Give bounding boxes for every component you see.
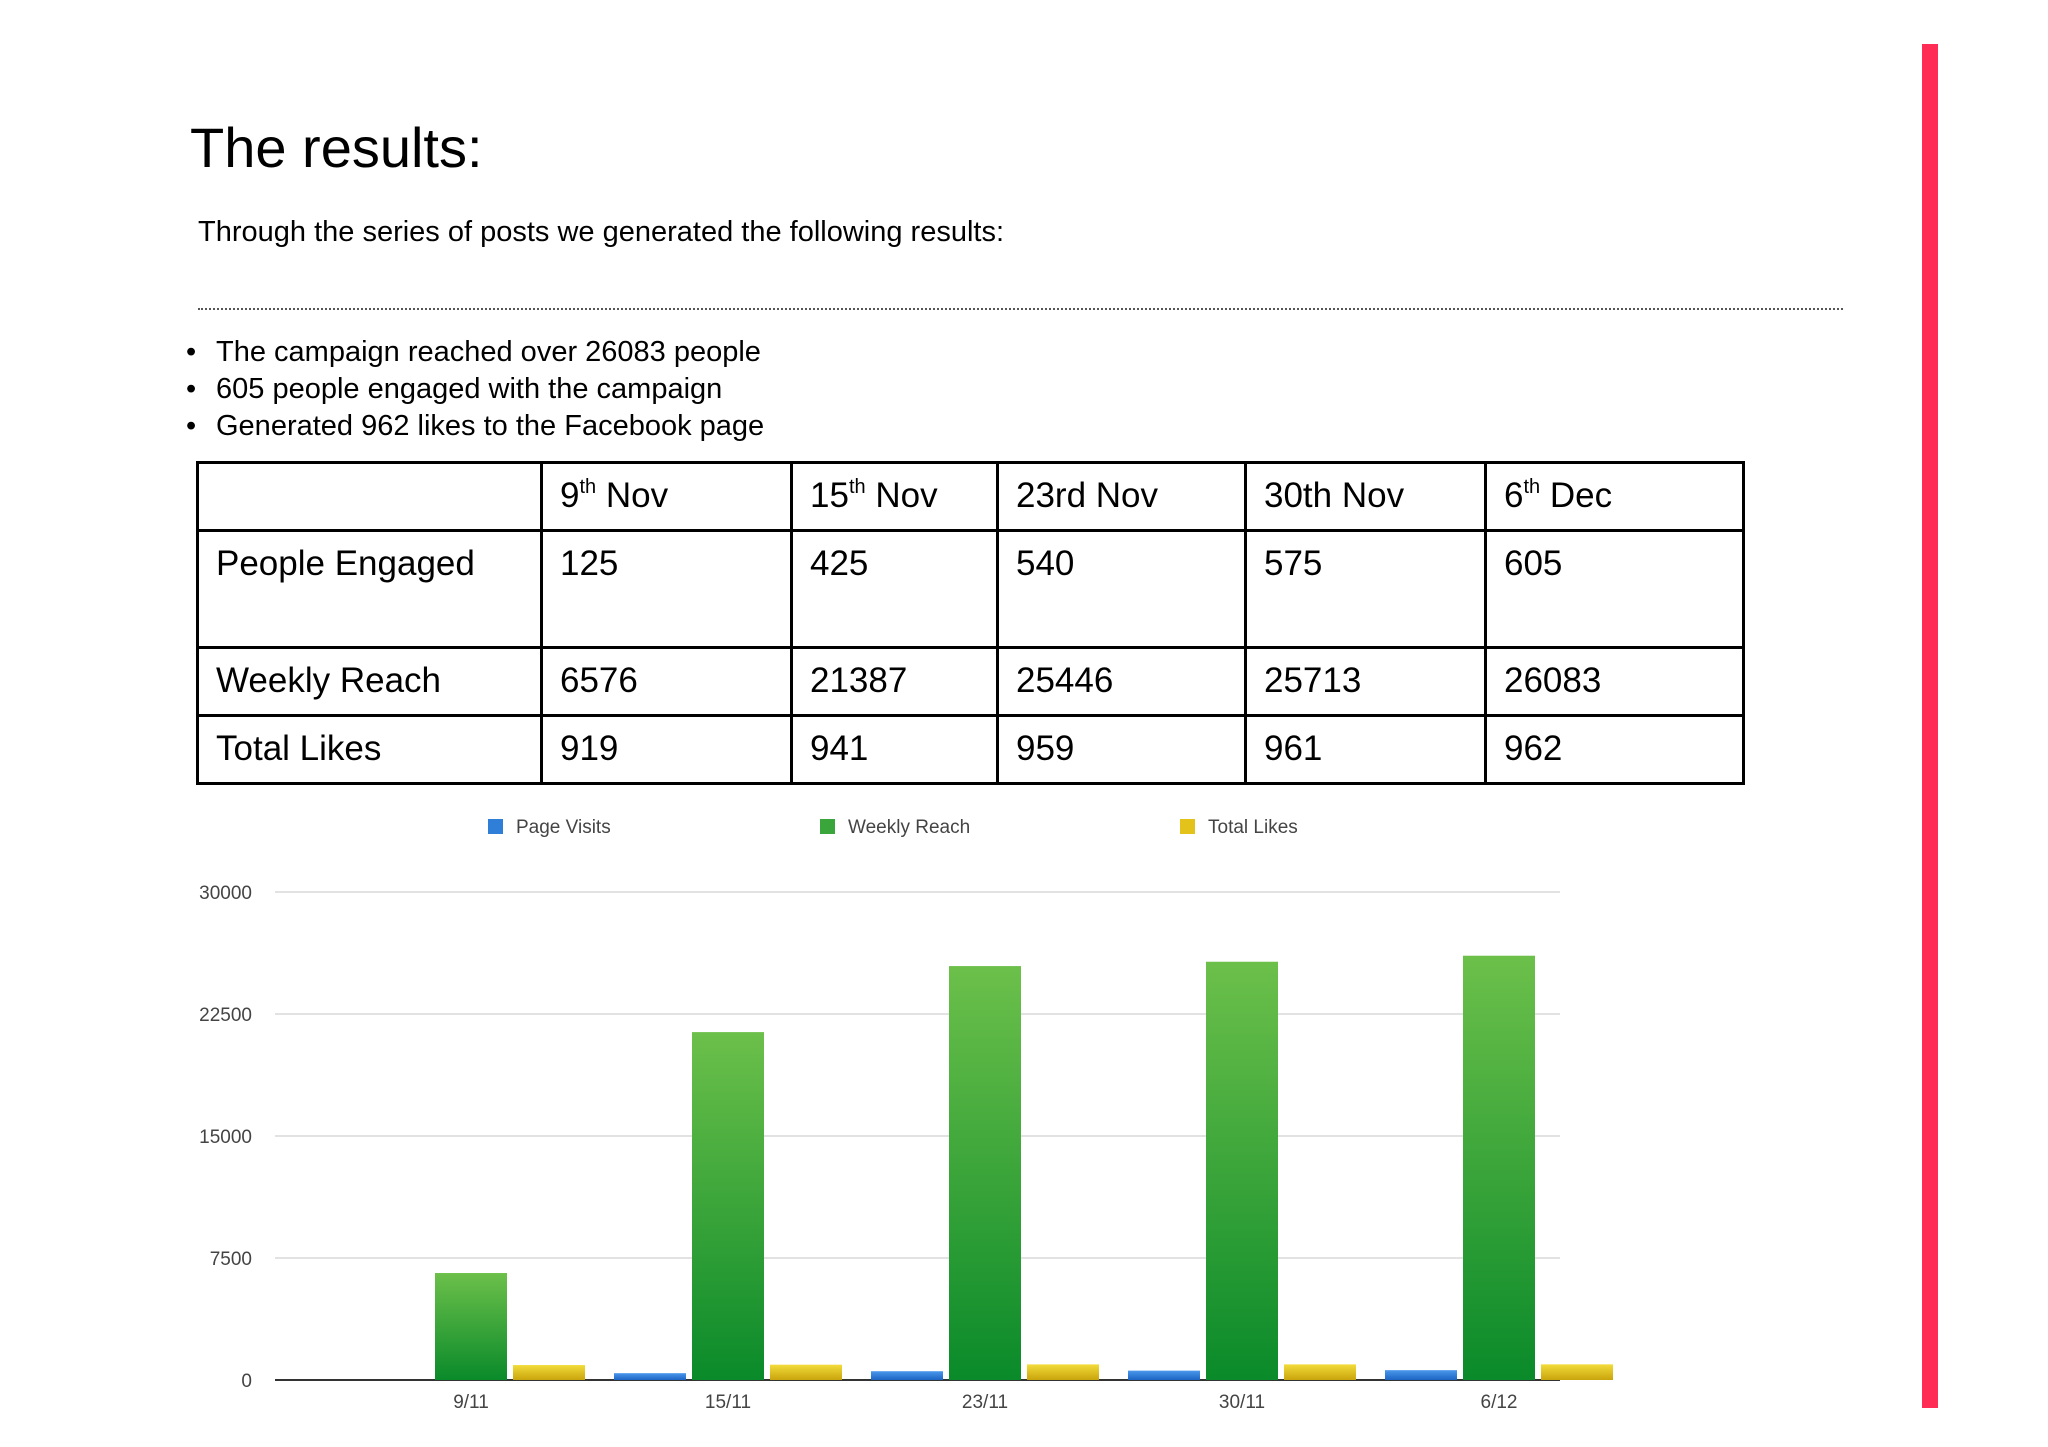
table-header-cell: 23rd Nov — [998, 463, 1246, 531]
table-row — [198, 716, 1744, 784]
legend-swatch — [820, 819, 835, 834]
table-cell: 26083 — [1486, 648, 1744, 716]
table-cell: 962 — [1486, 716, 1744, 784]
x-tick-label: 9/11 — [453, 1392, 489, 1413]
table-header-cell: 9th Nov — [542, 463, 792, 531]
table-cell: 605 — [1486, 531, 1744, 648]
table-cell: 919 — [542, 716, 792, 784]
table-header-cell: 30th Nov — [1246, 463, 1486, 531]
page-title: The results: — [190, 116, 483, 179]
table-row-label: Total Likes — [198, 716, 542, 784]
table-row — [198, 648, 1744, 716]
table-cell: 959 — [998, 716, 1246, 784]
table-cell: 941 — [792, 716, 998, 784]
weekly-reach-bar — [1206, 962, 1278, 1380]
table-cell: 540 — [998, 531, 1246, 648]
table-header-cell — [198, 463, 542, 531]
table-header-cell: 15th Nov — [792, 463, 998, 531]
table-cell: 25713 — [1246, 648, 1486, 716]
chart-x-axis — [453, 1392, 1517, 1413]
bullet-text: The campaign reached over 26083 people — [216, 336, 761, 368]
legend-label: Page Visits — [516, 817, 611, 838]
chart-y-axis — [199, 883, 252, 1392]
table-row-label: Weekly Reach — [198, 648, 542, 716]
y-tick-label: 22500 — [199, 1005, 252, 1026]
x-tick-label: 15/11 — [704, 1392, 752, 1413]
total-likes-bar — [1027, 1364, 1099, 1380]
x-tick-label: 23/11 — [961, 1392, 1009, 1413]
page-visits-bar — [614, 1373, 686, 1380]
weekly-reach-bar — [692, 1032, 764, 1380]
legend-swatch — [1180, 819, 1195, 834]
total-likes-bar — [1284, 1364, 1356, 1380]
results-table — [196, 461, 1745, 785]
table-row — [198, 531, 1744, 648]
page-visits-bar — [871, 1371, 943, 1380]
chart-bars — [435, 956, 1613, 1380]
table-cell: 425 — [792, 531, 998, 648]
results-bullet-list — [186, 334, 764, 445]
bullet-text: Generated 962 likes to the Facebook page — [216, 410, 765, 442]
total-likes-bar — [770, 1365, 842, 1380]
table-row-label: People Engaged — [198, 531, 542, 648]
bullet-text: 605 people engaged with the campaign — [216, 373, 723, 405]
table-cell: 575 — [1246, 531, 1486, 648]
y-tick-label: 15000 — [199, 1127, 252, 1148]
intro-text: Through the series of posts we generated the following results: — [198, 216, 1005, 248]
legend-swatch — [488, 819, 503, 834]
chart-legend — [488, 817, 1298, 838]
total-likes-bar — [513, 1365, 585, 1380]
table-cell: 6576 — [542, 648, 792, 716]
bullet-item: • The campaign reached over 26083 people — [186, 336, 761, 368]
y-tick-label: 0 — [241, 1371, 252, 1392]
bullet-item: • Generated 962 likes to the Facebook page — [186, 410, 765, 442]
table-cell: 125 — [542, 531, 792, 648]
page-visits-bar — [1385, 1370, 1457, 1380]
x-tick-label: 30/11 — [1218, 1392, 1266, 1413]
table-header-cell: 6th Dec — [1486, 463, 1744, 531]
results-bar-chart — [180, 800, 1920, 1420]
legend-label: Total Likes — [1208, 817, 1298, 838]
y-tick-label: 7500 — [209, 1249, 252, 1270]
page-visits-bar — [1128, 1371, 1200, 1380]
total-likes-bar — [1541, 1364, 1613, 1380]
accent-bar — [1922, 44, 1938, 1408]
weekly-reach-bar — [1463, 956, 1535, 1380]
y-tick-label: 30000 — [199, 883, 252, 904]
chart-svg — [180, 800, 1920, 1420]
dotted-divider — [198, 308, 1843, 310]
table-cell: 21387 — [792, 648, 998, 716]
legend-label: Weekly Reach — [848, 817, 971, 838]
table-cell: 25446 — [998, 648, 1246, 716]
weekly-reach-bar — [435, 1273, 507, 1380]
table-header-row — [198, 463, 1744, 531]
table-cell: 961 — [1246, 716, 1486, 784]
bullet-item: • 605 people engaged with the campaign — [186, 373, 723, 405]
weekly-reach-bar — [949, 966, 1021, 1380]
x-tick-label: 6/12 — [1480, 1392, 1518, 1413]
